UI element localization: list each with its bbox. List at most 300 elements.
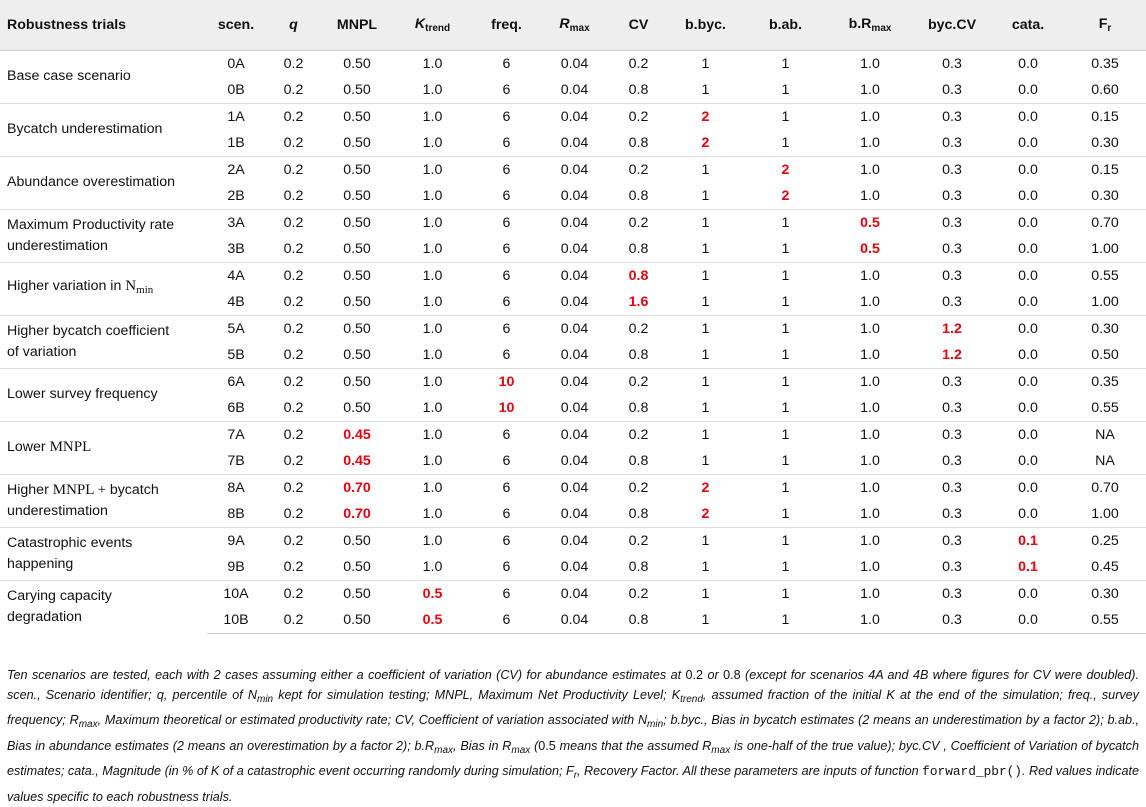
cell-q: 0.2 — [283, 134, 304, 151]
cell-freq: 6 — [473, 262, 540, 289]
cell-freq: 6 — [473, 607, 540, 634]
cell-cv: 1.6 — [628, 293, 649, 310]
cell-bbyc: 1 — [668, 527, 743, 554]
cell-byccv: 0.3 — [942, 187, 962, 204]
cell-bab: 1 — [781, 240, 790, 257]
cell-rmax: 0.04 — [540, 209, 609, 236]
header-byccv: byc.CV — [912, 0, 992, 50]
cell-rmax: 0.04 — [540, 103, 609, 130]
cell-brmax: 1.0 — [860, 81, 880, 98]
header-mnpl: MNPL — [322, 0, 392, 50]
header-q: q — [265, 0, 322, 50]
cell-mnpl: 0.50 — [343, 240, 371, 257]
trial-label: Maximum Productivity rate underestimation — [0, 209, 207, 262]
cell-cata: 0.0 — [1018, 346, 1038, 363]
cell-fr: 0.55 — [1091, 399, 1119, 416]
cell-ktrend: 1.0 — [422, 346, 443, 363]
cell-ktrend: 1.0 — [392, 527, 473, 554]
cell-scen: 2A — [207, 156, 265, 183]
cell-cata: 0.0 — [1018, 134, 1038, 151]
cell-mnpl: 0.50 — [343, 346, 371, 363]
cell-cv: 0.2 — [609, 50, 668, 77]
cell-q: 0.2 — [283, 293, 304, 310]
cell-fr: 0.50 — [1091, 346, 1119, 363]
cell-ktrend: 1.0 — [422, 505, 443, 522]
cell-cata: 0.0 — [1018, 240, 1038, 257]
cell-ktrend: 1.0 — [422, 240, 443, 257]
cell-scen: 4A — [207, 262, 265, 289]
cell-brmax: 1.0 — [828, 368, 912, 395]
cell-fr: 0.55 — [1064, 607, 1146, 634]
trial-label: Higher variation in $N_{min}$ — [0, 262, 207, 315]
table-header-row — [0, 0, 1146, 50]
cell-q: 0.2 — [265, 607, 322, 634]
cell-brmax: 1.0 — [860, 346, 880, 363]
cell-mnpl: 0.50 — [322, 315, 392, 342]
cell-q: 0.2 — [265, 527, 322, 554]
cell-fr: 1.00 — [1091, 293, 1119, 310]
cell-cv: 0.8 — [628, 558, 649, 575]
cell-cata: 0.1 — [1018, 558, 1038, 575]
cell-bbyc: 1 — [668, 315, 743, 342]
header-cv: CV — [609, 0, 668, 50]
cell-ktrend: 1.0 — [422, 399, 443, 416]
cell-byccv: 0.3 — [912, 209, 992, 236]
cell-cata: 0.0 — [1018, 81, 1038, 98]
cell-ktrend: 1.0 — [392, 474, 473, 501]
table-row — [0, 368, 1146, 395]
cell-mnpl: 0.50 — [343, 187, 371, 204]
cell-byccv: 0.3 — [912, 527, 992, 554]
cell-bab: 1 — [743, 607, 828, 634]
cell-fr: 0.60 — [1091, 81, 1119, 98]
cell-bab: 1 — [743, 50, 828, 77]
cell-bbyc: 1 — [701, 81, 710, 98]
cell-freq: 6 — [502, 505, 511, 522]
table-row — [0, 103, 1146, 130]
cell-scen: 3A — [207, 209, 265, 236]
cell-bab: 1 — [743, 474, 828, 501]
cell-bbyc: 1 — [701, 399, 710, 416]
cell-ktrend: 1.0 — [422, 187, 443, 204]
cell-brmax: 1.0 — [828, 474, 912, 501]
cell-bab: 1 — [743, 580, 828, 607]
cell-ktrend: 1.0 — [392, 209, 473, 236]
cell-ktrend: 1.0 — [422, 558, 443, 575]
header-ktrend: $K_{trend}$ — [392, 0, 473, 50]
cell-byccv: 0.3 — [942, 505, 962, 522]
cell-byccv: 0.3 — [912, 607, 992, 634]
cell-q: 0.2 — [265, 368, 322, 395]
cell-rmax: 0.04 — [560, 452, 589, 469]
cell-bbyc: 2 — [701, 505, 710, 522]
trial-label: Bycatch underestimation — [0, 103, 207, 156]
cell-scen: 2B — [227, 187, 245, 204]
cell-rmax: 0.04 — [560, 134, 589, 151]
cell-rmax: 0.04 — [560, 293, 589, 310]
cell-bbyc: 2 — [701, 134, 710, 151]
cell-cata: 0.0 — [1018, 187, 1038, 204]
cell-ktrend: 1.0 — [392, 368, 473, 395]
cell-byccv: 1.2 — [942, 346, 962, 363]
cell-freq: 6 — [473, 527, 540, 554]
cell-byccv: 0.3 — [942, 81, 962, 98]
cell-freq: 6 — [502, 187, 511, 204]
header-scen: scen. — [207, 0, 265, 50]
cell-brmax: 1.0 — [828, 262, 912, 289]
cell-bbyc: 1 — [668, 607, 743, 634]
trial-label: Higher MNPL + bycatch underestimation — [0, 474, 207, 527]
cell-cv: 0.2 — [609, 368, 668, 395]
cell-freq: 6 — [502, 81, 511, 98]
cell-cata: 0.0 — [1018, 505, 1038, 522]
cell-mnpl: 0.50 — [322, 607, 392, 634]
cell-ktrend: 1.0 — [392, 156, 473, 183]
cell-freq: 6 — [502, 558, 511, 575]
cell-bab: 1 — [781, 505, 790, 522]
cell-bbyc: 1 — [701, 293, 710, 310]
cell-cata: 0.0 — [992, 421, 1064, 448]
cell-cv: 0.8 — [628, 240, 649, 257]
cell-bab: 1 — [743, 421, 828, 448]
cell-cv: 0.8 — [628, 134, 649, 151]
cell-cv: 0.8 — [628, 187, 649, 204]
cell-byccv: 0.3 — [942, 452, 962, 469]
cell-freq: 6 — [502, 240, 511, 257]
cell-scen: 7A — [207, 421, 265, 448]
cell-cv: 0.2 — [609, 103, 668, 130]
cell-bbyc: 1 — [668, 209, 743, 236]
cell-mnpl: 0.50 — [343, 293, 371, 310]
cell-brmax: 0.5 — [828, 209, 912, 236]
cell-cv: 0.2 — [609, 527, 668, 554]
cell-cv: 0.2 — [609, 315, 668, 342]
trial-label: Carying capacity degradation — [0, 580, 207, 633]
cell-ktrend: 1.0 — [392, 315, 473, 342]
cell-q: 0.2 — [283, 505, 304, 522]
cell-bab: 1 — [781, 399, 790, 416]
cell-byccv: 0.3 — [912, 50, 992, 77]
cell-byccv: 0.3 — [942, 558, 962, 575]
header-brmax: $b.R_{max}$ — [828, 0, 912, 50]
cell-bbyc: 2 — [668, 103, 743, 130]
cell-freq: 6 — [473, 50, 540, 77]
table-row — [0, 262, 1146, 289]
cell-byccv: 0.3 — [912, 156, 992, 183]
table-row — [0, 156, 1146, 183]
cell-q: 0.2 — [265, 209, 322, 236]
cell-cv: 0.8 — [628, 346, 649, 363]
cell-bab: 1 — [781, 558, 790, 575]
cell-freq: 6 — [502, 452, 511, 469]
trial-label: Lower MNPL — [0, 421, 207, 474]
cell-mnpl: 0.50 — [343, 399, 371, 416]
cell-bab: 1 — [743, 209, 828, 236]
cell-cata: 0.0 — [992, 580, 1064, 607]
cell-rmax: 0.04 — [540, 50, 609, 77]
cell-fr: 0.70 — [1064, 209, 1146, 236]
cell-rmax: 0.04 — [560, 346, 589, 363]
cell-rmax: 0.04 — [540, 368, 609, 395]
header-fr: $F_r$ — [1064, 0, 1146, 50]
cell-mnpl: 0.70 — [343, 505, 371, 522]
header-bab: b.ab. — [743, 0, 828, 50]
cell-brmax: 1.0 — [828, 421, 912, 448]
cell-bbyc: 1 — [701, 452, 710, 469]
cell-fr: 0.55 — [1064, 262, 1146, 289]
cell-mnpl: 0.50 — [322, 527, 392, 554]
cell-cata: 0.0 — [992, 156, 1064, 183]
cell-bab: 2 — [781, 187, 790, 204]
cell-scen: 6B — [227, 399, 245, 416]
cell-q: 0.2 — [265, 262, 322, 289]
cell-brmax: 1.0 — [828, 580, 912, 607]
cell-rmax: 0.04 — [560, 558, 589, 575]
cell-bab: 1 — [781, 293, 790, 310]
cell-rmax: 0.04 — [540, 607, 609, 634]
cell-freq: 6 — [473, 421, 540, 448]
cell-cv: 0.2 — [609, 474, 668, 501]
cell-bab: 1 — [781, 452, 790, 469]
cell-fr: 0.30 — [1064, 580, 1146, 607]
table-row — [0, 315, 1146, 342]
cell-mnpl: 0.50 — [322, 368, 392, 395]
cell-bab: 1 — [743, 262, 828, 289]
cell-q: 0.2 — [283, 187, 304, 204]
cell-bbyc: 1 — [668, 580, 743, 607]
cell-byccv: 0.3 — [942, 240, 962, 257]
cell-cv: 0.8 — [628, 81, 649, 98]
cell-cv: 0.8 — [628, 399, 649, 416]
cell-fr: 0.15 — [1064, 156, 1146, 183]
cell-cata: 0.0 — [992, 50, 1064, 77]
table-body — [0, 50, 1146, 633]
cell-rmax: 0.04 — [560, 505, 589, 522]
cell-bbyc: 1 — [701, 240, 710, 257]
table-row — [0, 527, 1146, 554]
cell-q: 0.2 — [265, 474, 322, 501]
cell-fr: 0.30 — [1091, 187, 1119, 204]
cell-cata: 0.0 — [992, 607, 1064, 634]
header-bbyc: b.byc. — [668, 0, 743, 50]
cell-scen: 4B — [227, 293, 245, 310]
function-name-code: forward_pbr() — [922, 764, 1022, 780]
cell-ktrend: 1.0 — [392, 421, 473, 448]
table-row — [0, 50, 1146, 77]
cell-byccv: 0.3 — [912, 421, 992, 448]
cell-bab: 1 — [743, 368, 828, 395]
cell-mnpl: 0.70 — [322, 474, 392, 501]
cell-fr: 0.30 — [1064, 315, 1146, 342]
cell-byccv: 0.3 — [942, 134, 962, 151]
cell-freq: 6 — [473, 209, 540, 236]
cell-scen: 10B — [207, 607, 265, 634]
cell-byccv: 0.3 — [942, 293, 962, 310]
cell-brmax: 1.0 — [828, 315, 912, 342]
cell-rmax: 0.04 — [560, 187, 589, 204]
cell-scen: 8B — [227, 505, 245, 522]
cell-bab: 1 — [743, 315, 828, 342]
cell-rmax: 0.04 — [560, 240, 589, 257]
cell-cata: 0.0 — [992, 474, 1064, 501]
cell-scen: 5A — [207, 315, 265, 342]
cell-cata: 0.0 — [992, 262, 1064, 289]
header-cata: cata. — [992, 0, 1064, 50]
cell-cata: 0.0 — [992, 315, 1064, 342]
cell-rmax: 0.04 — [540, 474, 609, 501]
cell-fr: 0.70 — [1064, 474, 1146, 501]
cell-scen: 0A — [207, 50, 265, 77]
cell-cata: 0.0 — [992, 368, 1064, 395]
header-freq: freq. — [473, 0, 540, 50]
cell-scen: 0B — [227, 81, 245, 98]
cell-byccv: 1.2 — [912, 315, 992, 342]
cell-brmax: 1.0 — [860, 187, 880, 204]
cell-rmax: 0.04 — [540, 580, 609, 607]
cell-bab: 1 — [781, 81, 790, 98]
cell-cv: 0.8 — [609, 607, 668, 634]
cell-ktrend: 1.0 — [422, 452, 443, 469]
cell-cata: 0.0 — [992, 103, 1064, 130]
header-rmax: $R_{max}$ — [540, 0, 609, 50]
cell-byccv: 0.3 — [912, 580, 992, 607]
trial-label: Abundance overestimation — [0, 156, 207, 209]
cell-byccv: 0.3 — [942, 399, 962, 416]
trial-label: Lower survey frequency — [0, 368, 207, 421]
cell-scen: 1A — [207, 103, 265, 130]
cell-cata: 0.0 — [1018, 399, 1038, 416]
cell-brmax: 1.0 — [828, 607, 912, 634]
cell-brmax: 1.0 — [828, 156, 912, 183]
cell-cata: 0.0 — [1018, 293, 1038, 310]
cell-scen: 7B — [227, 452, 245, 469]
cell-freq: 6 — [473, 156, 540, 183]
cell-byccv: 0.3 — [912, 474, 992, 501]
trial-label: Higher bycatch coefficient of variation — [0, 315, 207, 368]
cell-ktrend: 1.0 — [422, 293, 443, 310]
cell-scen: 5B — [227, 346, 245, 363]
cell-fr: 0.15 — [1064, 103, 1146, 130]
cell-fr: 0.35 — [1064, 50, 1146, 77]
cell-q: 0.2 — [283, 81, 304, 98]
cell-bab: 1 — [781, 346, 790, 363]
header-robustness-trials: Robustness trials — [0, 0, 207, 50]
cell-brmax: 0.5 — [860, 240, 880, 257]
cell-mnpl: 0.50 — [322, 209, 392, 236]
cell-ktrend: 1.0 — [422, 134, 443, 151]
cell-mnpl: 0.45 — [322, 421, 392, 448]
cell-ktrend: 0.5 — [392, 580, 473, 607]
table-row — [0, 474, 1146, 501]
table-footnote: Ten scenarios are tested, each with 2 cases assuming either a coefficient of variation (CV) for abundance estimates at 0.2 or 0.8 (except for scenarios 4A and 4B where figures for CV were doubled). scen., Scenario identifier; q, percentile of $N_{min}$ kept for simulation testing; MNPL, Maximum Net Productivity Level; $K_{trend}$, assumed fraction of the initial K at the end of the simulation; freq., survey frequency; $R_{max}$, Maximum theoretical or estimated productivity rate; CV, Coefficient of variation associated with $N_{min}$; b.byc., Bias in bycatch estimates (2 means an underestimation by a factor 2); b.ab., Bias in abundance estimates (2 means an overestimation by a factor 2); $b.R_{max}$, Bias in $R_{max}$ (0.5 means that the assumed $R_{max}$ is one-half of the true value); byc.CV , Coefficient of Variation of bycatch estimates; cata., Magnitude (in % of K of a catastrophic event occurring randomly during simulation; $F_r$, Recovery Factor. All these parameters are inputs of function forward_pbr(). Red values indicate values specific to each robustness trials. — [7, 667, 1140, 804]
cell-scen: 9B — [227, 558, 245, 575]
cell-mnpl: 0.50 — [322, 262, 392, 289]
cell-bbyc: 1 — [668, 156, 743, 183]
cell-ktrend: 0.5 — [392, 607, 473, 634]
cell-rmax: 0.04 — [540, 527, 609, 554]
cell-bbyc: 1 — [668, 421, 743, 448]
trial-label: Base case scenario — [0, 50, 207, 103]
cell-fr: 0.30 — [1091, 134, 1119, 151]
cell-q: 0.2 — [283, 399, 304, 416]
cell-freq: 6 — [473, 474, 540, 501]
cell-bab: 1 — [781, 134, 790, 151]
cell-ktrend: 1.0 — [392, 103, 473, 130]
cell-bbyc: 1 — [701, 346, 710, 363]
cell-q: 0.2 — [265, 103, 322, 130]
cell-q: 0.2 — [265, 580, 322, 607]
cell-bab: 1 — [743, 103, 828, 130]
cell-fr: 0.45 — [1091, 558, 1119, 575]
cell-cv: 0.8 — [628, 505, 649, 522]
cell-brmax: 1.0 — [860, 452, 880, 469]
cell-byccv: 0.3 — [912, 368, 992, 395]
cell-freq: 6 — [502, 293, 511, 310]
cell-rmax: 0.04 — [540, 315, 609, 342]
cell-bbyc: 2 — [668, 474, 743, 501]
cell-cata: 0.0 — [1018, 452, 1038, 469]
cell-brmax: 1.0 — [860, 558, 880, 575]
trial-label: Catastrophic events happening — [0, 527, 207, 580]
cell-cv: 0.8 — [609, 262, 668, 289]
cell-byccv: 0.3 — [912, 262, 992, 289]
cell-q: 0.2 — [283, 452, 304, 469]
cell-fr: 0.35 — [1064, 368, 1146, 395]
cell-cv: 0.2 — [609, 209, 668, 236]
cell-ktrend: 1.0 — [392, 50, 473, 77]
cell-q: 0.2 — [265, 156, 322, 183]
cell-ktrend: 1.0 — [392, 262, 473, 289]
cell-brmax: 1.0 — [828, 103, 912, 130]
cell-fr: 1.00 — [1091, 505, 1119, 522]
cell-rmax: 0.04 — [560, 81, 589, 98]
cell-fr: NA — [1095, 452, 1115, 469]
cell-byccv: 0.3 — [912, 103, 992, 130]
cell-fr: 1.00 — [1091, 240, 1119, 257]
cell-mnpl: 0.45 — [343, 452, 371, 469]
cell-bab: 2 — [743, 156, 828, 183]
cell-scen: 1B — [227, 134, 245, 151]
cell-bbyc: 1 — [701, 558, 710, 575]
cell-mnpl: 0.50 — [343, 134, 371, 151]
cell-q: 0.2 — [283, 346, 304, 363]
cell-bbyc: 1 — [668, 50, 743, 77]
cell-rmax: 0.04 — [540, 262, 609, 289]
cell-cv: 0.2 — [609, 421, 668, 448]
table-row — [0, 580, 1146, 607]
cell-fr: NA — [1064, 421, 1146, 448]
table-row — [0, 421, 1146, 448]
cell-brmax: 1.0 — [860, 134, 880, 151]
cell-brmax: 1.0 — [860, 293, 880, 310]
cell-q: 0.2 — [283, 558, 304, 575]
cell-brmax: 1.0 — [860, 505, 880, 522]
cell-freq: 6 — [502, 346, 511, 363]
cell-mnpl: 0.50 — [322, 103, 392, 130]
cell-q: 0.2 — [265, 315, 322, 342]
cell-brmax: 1.0 — [860, 399, 880, 416]
cell-mnpl: 0.50 — [343, 81, 371, 98]
cell-freq: 6 — [502, 134, 511, 151]
cell-bab: 1 — [743, 527, 828, 554]
cell-bbyc: 1 — [668, 262, 743, 289]
cell-freq: 6 — [473, 315, 540, 342]
cell-freq: 6 — [473, 580, 540, 607]
cell-cv: 0.8 — [628, 452, 649, 469]
cell-cv: 0.2 — [609, 156, 668, 183]
cell-q: 0.2 — [283, 240, 304, 257]
cell-brmax: 1.0 — [828, 527, 912, 554]
